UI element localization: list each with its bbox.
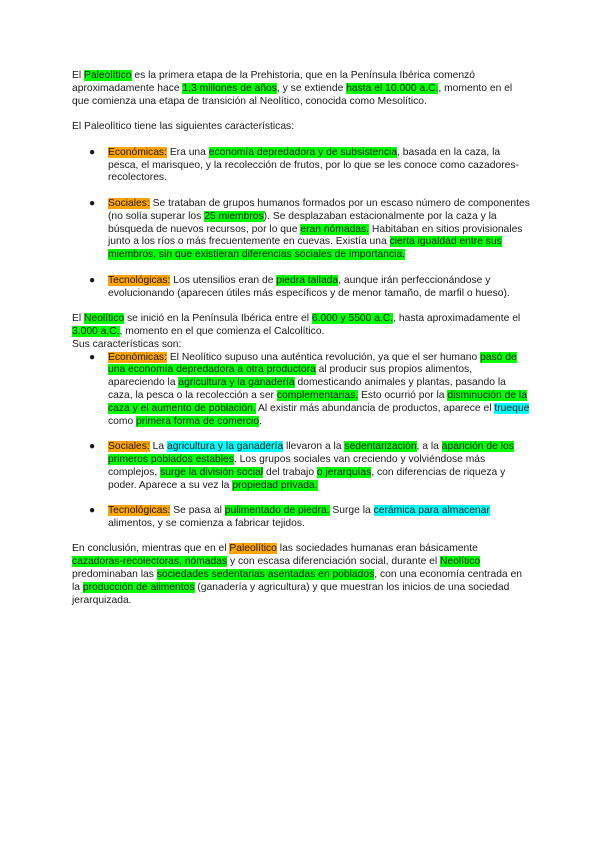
green-highlight: aparición de los primeros poblados estables [108, 441, 514, 465]
bullet-icon: ● [89, 197, 96, 209]
text-run: , a la [416, 441, 442, 453]
list-item [72, 198, 530, 262]
green-highlight: o jerarquías [316, 466, 372, 478]
bullet-icon: ● [89, 146, 96, 158]
text-run: En conclusión, mientras que en el [72, 543, 230, 555]
green-highlight: producción de alimentos [82, 581, 195, 593]
bullet-icon: ● [89, 274, 96, 286]
green-highlight: Neolítico [440, 556, 481, 568]
list-item [72, 275, 530, 301]
text-run: Se trataban de grupos humanos formados por un escaso número de componentes (no solía superar los [108, 197, 530, 222]
green-highlight: eran nómadas. [300, 223, 370, 235]
text-run: alimentos, y se comienza a fabricar tejidos. [108, 517, 305, 529]
paleolithic-characteristics-list [72, 147, 530, 301]
text-run: El [72, 313, 85, 325]
orange-highlight: Sociales: [108, 441, 150, 453]
list-item [72, 147, 530, 185]
orange-highlight: Económicas: [108, 351, 167, 363]
green-highlight: pasó de una economía depredadora a otra productora [108, 351, 517, 376]
green-highlight: sociedades sedentarias asentadas en poblados [156, 569, 375, 581]
document-body [72, 70, 530, 607]
text-run: , y se extiende [276, 82, 347, 94]
text-run: , momento en el que comienza el Calcolítico. [119, 325, 325, 337]
list-item [72, 352, 530, 429]
orange-highlight: Económicas: [108, 146, 167, 158]
green-highlight: pulimentado de piedra. [224, 505, 330, 517]
text-run: Habitaban en sitios provisionales junto a los ríos o más frecuentemente en cuevas. Existía una [108, 223, 523, 248]
cyan-highlight: cerámica para almacenar [373, 505, 490, 517]
cyan-highlight: trueque [494, 402, 530, 414]
text-run: las sociedades humanas eran básicamente [276, 543, 478, 555]
green-highlight: complementarias. [276, 389, 359, 401]
text-run: , con diferencias de riqueza y poder. Aparece a su vez la [108, 466, 506, 491]
cyan-highlight: agricultura y la ganadería [166, 441, 284, 453]
bullet-icon: ● [89, 441, 96, 453]
text-run: , aunque irán perfeccionándose y evolucionando (aparecen útiles más específicos y de menor tamaño, de marfil o hueso). [108, 274, 510, 299]
orange-highlight: Tecnológicas: [108, 505, 171, 517]
list-item [72, 441, 530, 492]
conclusion-paragraph [72, 543, 530, 607]
text-run: predominaban las [72, 569, 157, 581]
green-highlight: 1,3 millones de años [182, 82, 277, 94]
green-highlight: piedra tallada [276, 274, 339, 286]
text-run: Se pasa al [170, 505, 225, 517]
text-run: La [149, 441, 167, 453]
text-run: El Paleolítico tiene las siguientes características: [72, 121, 295, 133]
text-run: del trabajo [263, 466, 317, 478]
green-highlight: Paleolítico [84, 70, 132, 81]
text-run: y con escasa diferenciación social, durante el [227, 556, 441, 568]
green-highlight: propiedad privada. [232, 479, 318, 491]
text-run: Esto ocurrió por la [358, 389, 448, 401]
text-run: , con una economía centrada en la [72, 569, 522, 593]
text-run: El Neolítico supuso una auténtica revolución, ya que el ser humano [166, 351, 481, 363]
green-highlight: primera forma de comercio [136, 415, 260, 427]
paleolithic-heading [72, 121, 530, 134]
green-highlight: surge la división social [160, 466, 264, 478]
text-run: , basada en la caza, la pesca, el marisqueo, y la recolección de frutos, por lo que se les conoce como cazadores-recolectores. [108, 146, 519, 184]
green-highlight: sedentarización [344, 441, 417, 453]
bullet-icon: ● [89, 505, 96, 517]
text-run: , hasta aproximadamente el [393, 313, 521, 325]
green-highlight: economía depredadora y de subsistencia [208, 146, 398, 158]
green-highlight: Neolítico [84, 313, 125, 325]
green-highlight: 3.000 a.C. [72, 325, 120, 337]
text-run: Surge la [329, 505, 374, 517]
green-highlight: 6.000 y 5500 a.C. [311, 313, 394, 325]
text-run: al producir sus propios alimentos, apareciendo la [108, 364, 473, 389]
green-highlight: disminución de la caza y el aumento de población. [108, 389, 527, 414]
green-highlight: cazadoras-recolectoras, nómadas [72, 556, 228, 568]
green-highlight: 25 miembros [204, 210, 264, 222]
orange-highlight: Paleolítico [229, 543, 277, 555]
green-highlight: cierta igualdad entre sus miembros, sin que existieran diferencias sociales de importancia. [108, 236, 502, 261]
text-run: como [108, 415, 137, 427]
text-run: El [72, 70, 85, 81]
text-run: llevaron a la [283, 441, 345, 453]
text-run: Los utensilios eran de [170, 274, 277, 286]
bullet-icon: ● [89, 351, 96, 363]
neolithic-intro-paragraph [72, 313, 530, 351]
green-highlight: agricultura y la ganadería [178, 377, 295, 389]
text-run: domesticando animales y plantas, pasando la caza, la pesca o la recolección a ser [108, 377, 506, 401]
text-run: Sus características son: [72, 338, 182, 350]
orange-highlight: Sociales: [108, 197, 150, 209]
text-run: (ganadería y agricultura) y que muestran los inicios de una sociedad jerarquizada. [72, 581, 510, 606]
text-run: es la primera etapa de la Prehistoria, que en la Península Ibérica comenzó aproximadamente hace [72, 70, 475, 94]
text-run: se inició en la Península Ibérica entre el [124, 313, 312, 325]
intro-paragraph [72, 70, 530, 108]
text-run: Al existir más abundancia de productos, aparece el [255, 402, 495, 414]
neolithic-characteristics-list [72, 352, 530, 531]
text-run: ). Se desplazaban estacionalmente por la caza y la búsqueda de nuevos recursos, por lo que [108, 210, 497, 235]
text-run: . Los grupos sociales van creciendo y volviéndose más complejos, [108, 453, 486, 478]
text-run: Era una [166, 146, 209, 158]
text-run: , momento en el que comienza una etapa de transición al Neolítico, conocida como Mesolítico. [72, 82, 513, 107]
orange-highlight: Tecnológicas: [108, 274, 171, 286]
list-item [72, 505, 530, 531]
green-highlight: hasta el 10.000 a.C. [346, 82, 439, 94]
text-run: . [259, 415, 262, 427]
